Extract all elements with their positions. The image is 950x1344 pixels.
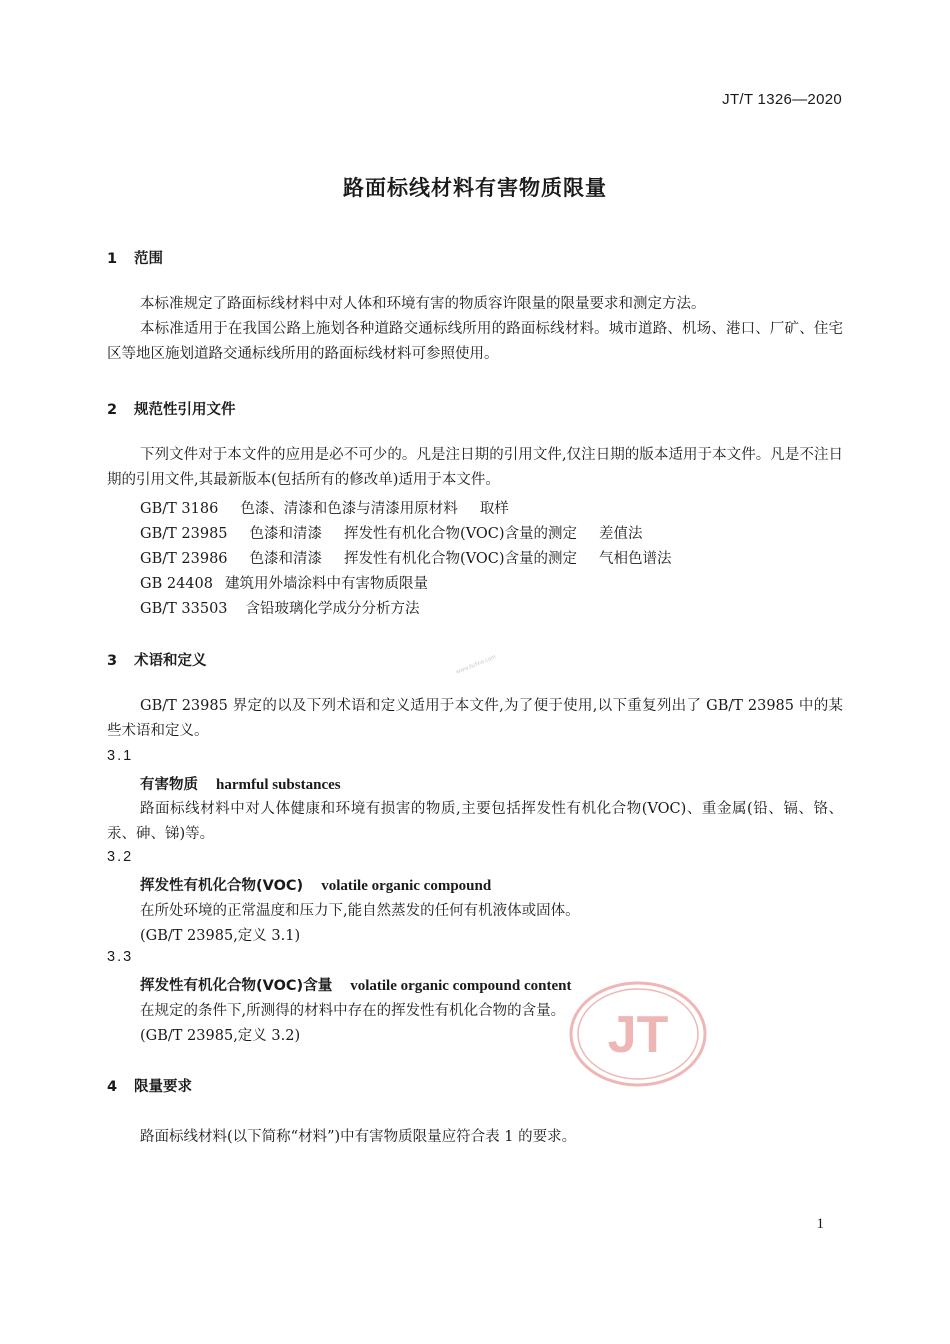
reference-method: 差值法	[599, 526, 643, 542]
term-definition: 在规定的条件下,所测得的材料中存在的挥发性有机化合物的含量。	[140, 1003, 566, 1019]
section-3-heading	[107, 649, 207, 670]
term-heading	[140, 974, 571, 995]
document-title: 路面标线材料有害物质限量	[343, 176, 607, 200]
page-number: 1	[816, 1216, 824, 1232]
watermark-text: www.bzfxw.com	[455, 654, 497, 676]
term-heading	[140, 874, 491, 895]
standard-code: JT/T 1326—2020	[722, 91, 842, 108]
term-english: harmful substances	[216, 777, 341, 793]
section-number: 4	[107, 1079, 118, 1095]
section-2-intro: 下列文件对于本文件的应用是必不可少的。凡是注日期的引用文件,仅注日期的版本适用于本文件。凡是不注日期的引用文件,其最新版本(包括所有的修改单)适用于本文件。	[107, 447, 843, 488]
section-title: 范围	[134, 251, 163, 267]
section-3-intro: GB/T 23985 界定的以及下列术语和定义适用于本文件,为了便于使用,以下重复列出了 GB/T 23985 中的某些术语和定义。	[107, 698, 843, 739]
reference-item	[140, 522, 643, 543]
reference-code: GB 24408	[140, 576, 213, 592]
section-4-paragraph: 路面标线材料(以下简称“材料”)中有害物质限量应符合表 1 的要求。	[140, 1129, 577, 1145]
section-1-paragraph-2: 本标准适用于在我国公路上施划各种道路交通标线所用的路面标线材料。城市道路、机场、港口、厂矿、住宅区等地区施划道路交通标线所用的路面标线材料可参照使用。	[107, 321, 843, 362]
term-chinese: 有害物质	[140, 777, 198, 793]
term-chinese: 挥发性有机化合物(VOC)	[140, 878, 304, 894]
reference-code: GB/T 23986	[140, 551, 228, 567]
term-definition: 在所处环境的正常温度和压力下,能自然蒸发的任何有机液体或固体。	[140, 903, 580, 919]
reference-title: 色漆和清漆	[249, 551, 323, 567]
reference-code: GB/T 33503	[140, 601, 228, 617]
term-english: volatile organic compound content	[350, 978, 572, 994]
reference-title: 含铅玻璃化学成分分析方法	[245, 601, 420, 617]
term-chinese: 挥发性有机化合物(VOC)含量	[140, 978, 333, 994]
reference-subtitle: 挥发性有机化合物(VOC)含量的测定	[344, 551, 578, 567]
reference-subtitle: 取样	[479, 501, 509, 517]
section-1-heading	[107, 247, 163, 268]
reference-method: 气相色谱法	[599, 551, 672, 567]
term-source: (GB/T 23985,定义 3.2)	[140, 1028, 301, 1044]
reference-item	[140, 597, 420, 618]
term-definition: 路面标线材料中对人体健康和环境有损害的物质,主要包括挥发性有机化合物(VOC)、重金属(铅、镉、铬、汞、砷、锑)等。	[107, 801, 843, 842]
reference-item	[140, 497, 509, 518]
jt-stamp-logo	[568, 980, 708, 1088]
reference-title: 色漆、清漆和色漆与清漆用原材料	[240, 501, 458, 517]
section-number: 3	[107, 653, 118, 669]
term-heading	[140, 773, 341, 794]
reference-title: 建筑用外墙涂料中有害物质限量	[224, 576, 428, 592]
section-4-heading	[107, 1075, 192, 1096]
term-number: 3.3	[107, 949, 134, 965]
reference-item	[140, 547, 672, 568]
term-source: (GB/T 23985,定义 3.1)	[140, 928, 301, 944]
reference-subtitle: 挥发性有机化合物(VOC)含量的测定	[344, 526, 578, 542]
section-title: 限量要求	[134, 1079, 192, 1095]
section-2-heading	[107, 398, 236, 419]
section-number: 1	[107, 251, 118, 267]
section-1-paragraph-1: 本标准规定了路面标线材料中对人体和环境有害的物质容许限量的限量要求和测定方法。	[140, 296, 706, 312]
term-english: volatile organic compound	[321, 878, 492, 894]
term-number: 3.2	[107, 849, 134, 865]
reference-code: GB/T 23985	[140, 526, 228, 542]
section-title: 术语和定义	[134, 653, 207, 669]
section-title: 规范性引用文件	[134, 402, 236, 418]
reference-item	[140, 572, 428, 593]
term-number: 3.1	[107, 748, 134, 764]
reference-title: 色漆和清漆	[249, 526, 323, 542]
section-number: 2	[107, 402, 118, 418]
svg-text:JT: JT	[607, 1006, 669, 1064]
reference-code: GB/T 3186	[140, 501, 219, 517]
